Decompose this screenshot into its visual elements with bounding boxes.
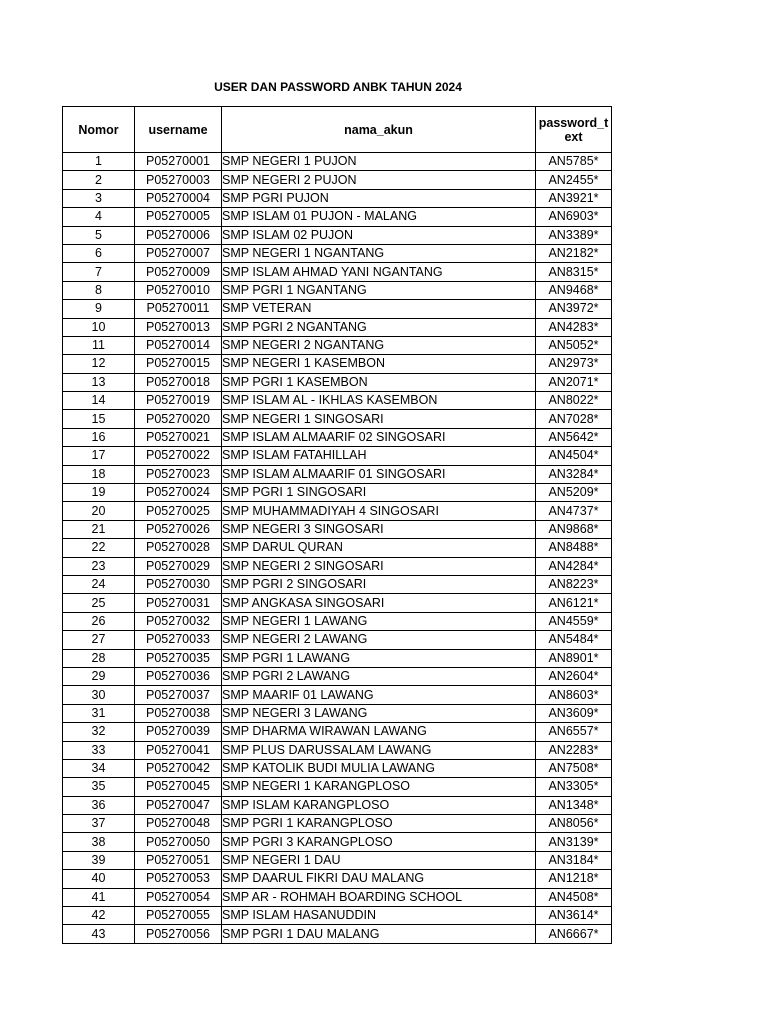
cell-username: P05270032 — [135, 612, 222, 630]
cell-password: AN3284* — [536, 465, 612, 483]
cell-nomor: 25 — [63, 594, 135, 612]
cell-nama-akun: SMP KATOLIK BUDI MULIA LAWANG — [222, 759, 536, 777]
cell-password: AN2071* — [536, 373, 612, 391]
cell-nomor: 5 — [63, 226, 135, 244]
cell-username: P05270003 — [135, 171, 222, 189]
table-row — [63, 796, 612, 814]
table-row — [63, 281, 612, 299]
cell-username: P05270031 — [135, 594, 222, 612]
cell-nama-akun: SMP ISLAM ALMAARIF 02 SINGOSARI — [222, 428, 536, 446]
cell-password: AN7508* — [536, 759, 612, 777]
cell-nomor: 18 — [63, 465, 135, 483]
table-row — [63, 244, 612, 262]
cell-nama-akun: SMP MAARIF 01 LAWANG — [222, 686, 536, 704]
cell-nomor: 12 — [63, 355, 135, 373]
table-row — [63, 208, 612, 226]
cell-password: AN8022* — [536, 392, 612, 410]
cell-password: AN5484* — [536, 631, 612, 649]
cell-username: P05270042 — [135, 759, 222, 777]
cell-username: P05270001 — [135, 153, 222, 171]
table-row — [63, 631, 612, 649]
cell-password: AN3614* — [536, 907, 612, 925]
cell-nama-akun: SMP ISLAM AHMAD YANI NGANTANG — [222, 263, 536, 281]
cell-password: AN5209* — [536, 484, 612, 502]
cell-nomor: 34 — [63, 759, 135, 777]
cell-username: P05270029 — [135, 557, 222, 575]
table-row — [63, 741, 612, 759]
cell-password: AN4559* — [536, 612, 612, 630]
cell-nomor: 17 — [63, 447, 135, 465]
cell-nomor: 37 — [63, 815, 135, 833]
cell-nama-akun: SMP PGRI PUJON — [222, 189, 536, 207]
cell-nama-akun: SMP PGRI 1 SINGOSARI — [222, 484, 536, 502]
cell-username: P05270055 — [135, 907, 222, 925]
header-username: username — [135, 107, 222, 153]
cell-username: P05270053 — [135, 870, 222, 888]
cell-nama-akun: SMP PGRI 1 LAWANG — [222, 649, 536, 667]
cell-password: AN9468* — [536, 281, 612, 299]
cell-nama-akun: SMP PGRI 2 SINGOSARI — [222, 575, 536, 593]
cell-nomor: 16 — [63, 428, 135, 446]
table-row — [63, 263, 612, 281]
cell-nomor: 28 — [63, 649, 135, 667]
cell-nomor: 2 — [63, 171, 135, 189]
cell-nomor: 32 — [63, 723, 135, 741]
cell-username: P05270039 — [135, 723, 222, 741]
cell-password: AN6121* — [536, 594, 612, 612]
cell-password: AN3305* — [536, 778, 612, 796]
cell-username: P05270019 — [135, 392, 222, 410]
cell-username: P05270045 — [135, 778, 222, 796]
cell-username: P05270035 — [135, 649, 222, 667]
cell-nama-akun: SMP ISLAM 01 PUJON - MALANG — [222, 208, 536, 226]
table-row — [63, 649, 612, 667]
cell-username: P05270007 — [135, 244, 222, 262]
table-row — [63, 336, 612, 354]
cell-nama-akun: SMP PGRI 1 DAU MALANG — [222, 925, 536, 943]
cell-nomor: 36 — [63, 796, 135, 814]
cell-nama-akun: SMP PGRI 2 LAWANG — [222, 667, 536, 685]
cell-nama-akun: SMP ANGKASA SINGOSARI — [222, 594, 536, 612]
table-row — [63, 373, 612, 391]
table-row — [63, 723, 612, 741]
cell-username: P05270050 — [135, 833, 222, 851]
cell-password: AN2973* — [536, 355, 612, 373]
cell-nomor: 20 — [63, 502, 135, 520]
cell-password: AN2604* — [536, 667, 612, 685]
table-row — [63, 778, 612, 796]
cell-username: P05270020 — [135, 410, 222, 428]
cell-username: P05270018 — [135, 373, 222, 391]
cell-password: AN8056* — [536, 815, 612, 833]
cell-password: AN8223* — [536, 575, 612, 593]
table-row — [63, 759, 612, 777]
cell-nomor: 9 — [63, 300, 135, 318]
cell-nomor: 39 — [63, 851, 135, 869]
header-nama-akun: nama_akun — [222, 107, 536, 153]
cell-password: AN7028* — [536, 410, 612, 428]
cell-nomor: 22 — [63, 539, 135, 557]
cell-nomor: 1 — [63, 153, 135, 171]
cell-password: AN8901* — [536, 649, 612, 667]
cell-nama-akun: SMP ISLAM FATAHILLAH — [222, 447, 536, 465]
cell-nomor: 35 — [63, 778, 135, 796]
table-row — [63, 484, 612, 502]
cell-nama-akun: SMP DHARMA WIRAWAN LAWANG — [222, 723, 536, 741]
cell-username: P05270014 — [135, 336, 222, 354]
cell-password: AN4283* — [536, 318, 612, 336]
cell-password: AN3139* — [536, 833, 612, 851]
table-row — [63, 907, 612, 925]
cell-nama-akun: SMP ISLAM AL - IKHLAS KASEMBON — [222, 392, 536, 410]
cell-username: P05270021 — [135, 428, 222, 446]
cell-password: AN3389* — [536, 226, 612, 244]
cell-nama-akun: SMP AR - ROHMAH BOARDING SCHOOL — [222, 888, 536, 906]
cell-username: P05270036 — [135, 667, 222, 685]
table-row — [63, 410, 612, 428]
cell-password: AN9868* — [536, 520, 612, 538]
cell-nama-akun: SMP ISLAM 02 PUJON — [222, 226, 536, 244]
cell-nomor: 38 — [63, 833, 135, 851]
cell-nomor: 42 — [63, 907, 135, 925]
table-row — [63, 300, 612, 318]
cell-nomor: 8 — [63, 281, 135, 299]
cell-password: AN2182* — [536, 244, 612, 262]
table-row — [63, 171, 612, 189]
cell-nama-akun: SMP NEGERI 1 KARANGPLOSO — [222, 778, 536, 796]
cell-nomor: 10 — [63, 318, 135, 336]
table-row — [63, 318, 612, 336]
table-row — [63, 575, 612, 593]
table-row — [63, 557, 612, 575]
cell-nomor: 7 — [63, 263, 135, 281]
cell-username: P05270013 — [135, 318, 222, 336]
cell-nama-akun: SMP PGRI 1 KARANGPLOSO — [222, 815, 536, 833]
cell-password: AN3184* — [536, 851, 612, 869]
cell-password: AN5642* — [536, 428, 612, 446]
table-row — [63, 355, 612, 373]
cell-nama-akun: SMP MUHAMMADIYAH 4 SINGOSARI — [222, 502, 536, 520]
cell-username: P05270041 — [135, 741, 222, 759]
cell-nomor: 6 — [63, 244, 135, 262]
cell-nama-akun: SMP ISLAM HASANUDDIN — [222, 907, 536, 925]
cell-nomor: 40 — [63, 870, 135, 888]
cell-nomor: 3 — [63, 189, 135, 207]
cell-username: P05270037 — [135, 686, 222, 704]
cell-nama-akun: SMP NEGERI 2 SINGOSARI — [222, 557, 536, 575]
cell-username: P05270048 — [135, 815, 222, 833]
table-row — [63, 870, 612, 888]
cell-nomor: 43 — [63, 925, 135, 943]
table-row — [63, 612, 612, 630]
cell-username: P05270005 — [135, 208, 222, 226]
cell-password: AN1218* — [536, 870, 612, 888]
header-nomor: Nomor — [63, 107, 135, 153]
cell-username: P05270009 — [135, 263, 222, 281]
table-row — [63, 428, 612, 446]
cell-username: P05270006 — [135, 226, 222, 244]
cell-username: P05270051 — [135, 851, 222, 869]
cell-password: AN3972* — [536, 300, 612, 318]
cell-nomor: 14 — [63, 392, 135, 410]
cell-nama-akun: SMP PGRI 1 KASEMBON — [222, 373, 536, 391]
cell-nama-akun: SMP PGRI 1 NGANTANG — [222, 281, 536, 299]
cell-username: P05270038 — [135, 704, 222, 722]
cell-nomor: 11 — [63, 336, 135, 354]
cell-nomor: 15 — [63, 410, 135, 428]
cell-username: P05270025 — [135, 502, 222, 520]
cell-password: AN6903* — [536, 208, 612, 226]
cell-username: P05270033 — [135, 631, 222, 649]
table-row — [63, 153, 612, 171]
cell-nama-akun: SMP NEGERI 1 LAWANG — [222, 612, 536, 630]
cell-username: P05270022 — [135, 447, 222, 465]
table-row — [63, 189, 612, 207]
table-row — [63, 465, 612, 483]
cell-nama-akun: SMP NEGERI 1 NGANTANG — [222, 244, 536, 262]
cell-password: AN6667* — [536, 925, 612, 943]
cell-password: AN4508* — [536, 888, 612, 906]
header-password-text: password_text — [536, 107, 612, 153]
document-title: USER DAN PASSWORD ANBK TAHUN 2024 — [214, 80, 462, 94]
cell-username: P05270056 — [135, 925, 222, 943]
cell-password: AN4737* — [536, 502, 612, 520]
cell-password: AN5052* — [536, 336, 612, 354]
cell-username: P05270015 — [135, 355, 222, 373]
table-row — [63, 226, 612, 244]
table-row — [63, 392, 612, 410]
cell-nomor: 21 — [63, 520, 135, 538]
cell-nama-akun: SMP NEGERI 2 LAWANG — [222, 631, 536, 649]
table-row — [63, 539, 612, 557]
cell-password: AN3921* — [536, 189, 612, 207]
cell-nomor: 13 — [63, 373, 135, 391]
cell-nomor: 26 — [63, 612, 135, 630]
cell-username: P05270023 — [135, 465, 222, 483]
cell-username: P05270010 — [135, 281, 222, 299]
cell-nama-akun: SMP DARUL QURAN — [222, 539, 536, 557]
cell-password: AN8488* — [536, 539, 612, 557]
cell-password: AN3609* — [536, 704, 612, 722]
table-row — [63, 704, 612, 722]
cell-nomor: 24 — [63, 575, 135, 593]
cell-username: P05270054 — [135, 888, 222, 906]
cell-nama-akun: SMP NEGERI 1 PUJON — [222, 153, 536, 171]
cell-nama-akun: SMP NEGERI 2 PUJON — [222, 171, 536, 189]
cell-password: AN1348* — [536, 796, 612, 814]
cell-nama-akun: SMP PGRI 2 NGANTANG — [222, 318, 536, 336]
cell-nama-akun: SMP NEGERI 1 DAU — [222, 851, 536, 869]
table-row — [63, 833, 612, 851]
cell-password: AN8603* — [536, 686, 612, 704]
cell-nama-akun: SMP PGRI 3 KARANGPLOSO — [222, 833, 536, 851]
cell-nama-akun: SMP VETERAN — [222, 300, 536, 318]
table-row — [63, 815, 612, 833]
cell-nomor: 4 — [63, 208, 135, 226]
cell-nomor: 19 — [63, 484, 135, 502]
table-row — [63, 502, 612, 520]
cell-password: AN4284* — [536, 557, 612, 575]
cell-nama-akun: SMP DAARUL FIKRI DAU MALANG — [222, 870, 536, 888]
table-row — [63, 925, 612, 943]
table-header-row — [63, 107, 612, 153]
table-row — [63, 520, 612, 538]
cell-nama-akun: SMP NEGERI 1 SINGOSARI — [222, 410, 536, 428]
cell-nama-akun: SMP PLUS DARUSSALAM LAWANG — [222, 741, 536, 759]
cell-username: P05270047 — [135, 796, 222, 814]
table-row — [63, 686, 612, 704]
cell-nomor: 31 — [63, 704, 135, 722]
cell-nomor: 30 — [63, 686, 135, 704]
cell-password: AN6557* — [536, 723, 612, 741]
cell-nama-akun: SMP ISLAM KARANGPLOSO — [222, 796, 536, 814]
cell-username: P05270030 — [135, 575, 222, 593]
cell-username: P05270026 — [135, 520, 222, 538]
cell-nomor: 29 — [63, 667, 135, 685]
cell-password: AN2283* — [536, 741, 612, 759]
cell-nama-akun: SMP NEGERI 3 LAWANG — [222, 704, 536, 722]
cell-password: AN5785* — [536, 153, 612, 171]
cell-nama-akun: SMP NEGERI 2 NGANTANG — [222, 336, 536, 354]
table-row — [63, 447, 612, 465]
cell-username: P05270011 — [135, 300, 222, 318]
cell-password: AN8315* — [536, 263, 612, 281]
table-body — [63, 153, 612, 944]
cell-nama-akun: SMP ISLAM ALMAARIF 01 SINGOSARI — [222, 465, 536, 483]
cell-nama-akun: SMP NEGERI 3 SINGOSARI — [222, 520, 536, 538]
table-row — [63, 851, 612, 869]
cell-username: P05270028 — [135, 539, 222, 557]
cell-nomor: 27 — [63, 631, 135, 649]
cell-nomor: 23 — [63, 557, 135, 575]
cell-nama-akun: SMP NEGERI 1 KASEMBON — [222, 355, 536, 373]
cell-password: AN4504* — [536, 447, 612, 465]
cell-username: P05270024 — [135, 484, 222, 502]
table-row — [63, 888, 612, 906]
cell-username: P05270004 — [135, 189, 222, 207]
accounts-table — [62, 106, 612, 944]
table-row — [63, 594, 612, 612]
table-row — [63, 667, 612, 685]
cell-nomor: 41 — [63, 888, 135, 906]
cell-nomor: 33 — [63, 741, 135, 759]
cell-password: AN2455* — [536, 171, 612, 189]
